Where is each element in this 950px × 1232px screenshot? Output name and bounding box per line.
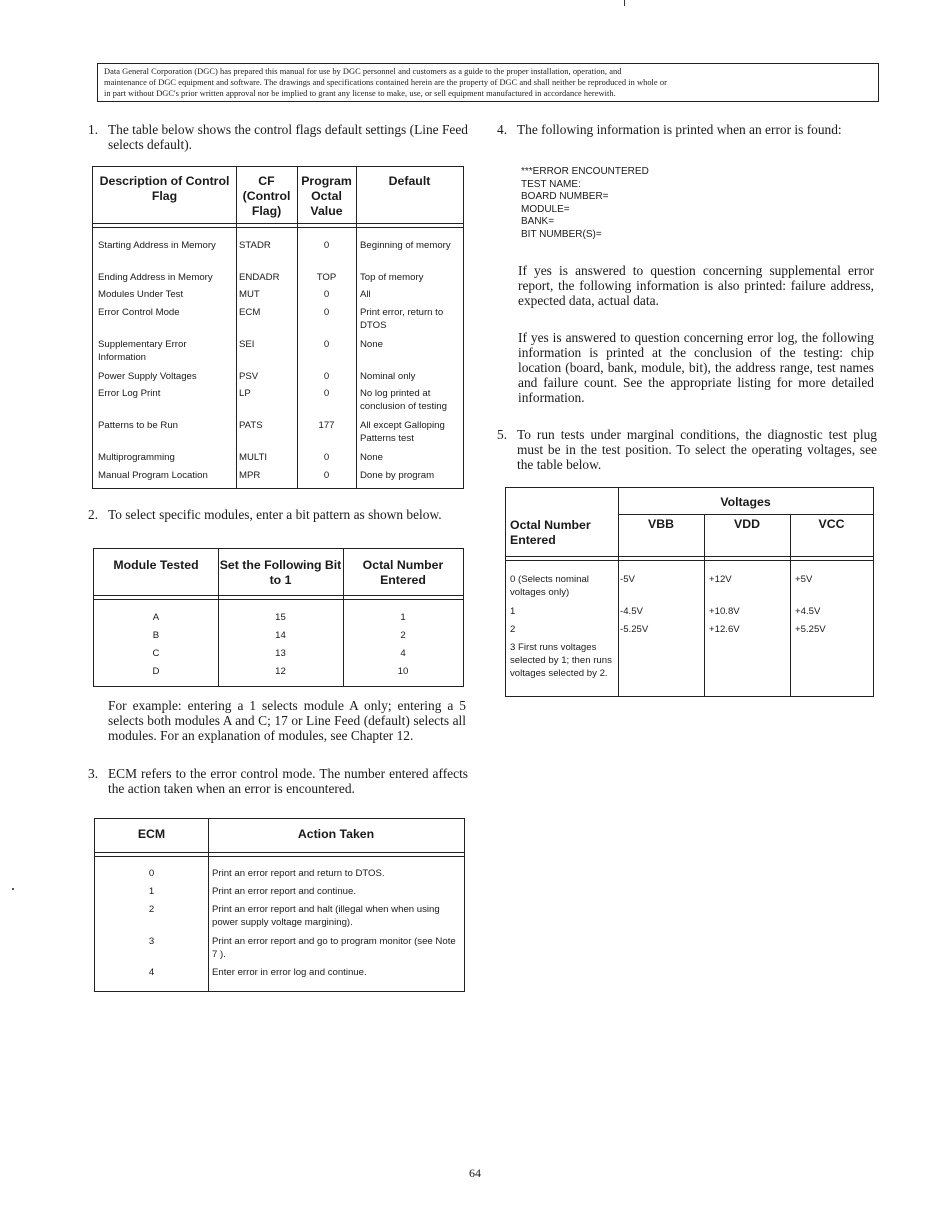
- top-margin-mark: [624, 0, 625, 6]
- error-block-line: BOARD NUMBER=: [521, 191, 609, 202]
- flags-header-default: Default: [388, 174, 431, 188]
- flags-row-default: Beginning of memory: [360, 240, 451, 251]
- flags-header-description: Description of Control Flag: [99, 174, 230, 203]
- right-column: [497, 122, 877, 137]
- flags-row-cf: MUT: [239, 289, 260, 300]
- ecm-row-code: 0: [148, 868, 155, 879]
- ecm-row-code: 4: [148, 967, 155, 978]
- example-paragraph: For example: entering a 1 selects module A only; entering a 5 selects both modules A and C; 17 or Line Feed (default) selects all modules. For an explanation of modules, see Chapter 12.: [108, 698, 466, 743]
- voltages-row-octal: 1: [510, 606, 516, 617]
- right-column-2: [497, 427, 877, 472]
- error-block-line: ***ERROR ENCOUNTERED: [521, 166, 649, 177]
- flags-row-default: No log printed at conclusion of testing: [360, 388, 447, 412]
- item-3-text: ECM refers to the error control mode. The number entered affects the action taken when an error is encountered.: [108, 766, 468, 796]
- voltages-row-vcc: +5V: [795, 574, 813, 585]
- flags-row-cf: SEI: [239, 339, 255, 350]
- flags-row-octal: 0: [323, 470, 330, 481]
- modules-row-bit: 14: [275, 630, 286, 641]
- voltages-row-vcc: +5.25V: [795, 624, 826, 635]
- ecm-row-code: 1: [148, 886, 155, 897]
- voltages-row-octal: 2: [510, 624, 516, 635]
- notice-line-2: maintenance of DGC equipment and software. The drawings and specifications contained herein are the property of DGC and shall neither be reproduced in whole or: [104, 78, 667, 87]
- flags-row-cf: PSV: [239, 371, 259, 382]
- ecm-table: [94, 818, 465, 992]
- flags-row-cf: MPR: [239, 470, 261, 481]
- item-1-number: 1.: [88, 122, 99, 137]
- notice-line-1: Data General Corporation (DGC) has prepared this manual for use by DGC personnel and customers as a guide to the proper installation, operation, and: [104, 67, 622, 76]
- flags-row-octal: 0: [323, 240, 330, 251]
- left-column-2: [88, 507, 468, 522]
- item-4-text: The following information is printed when an error is found:: [517, 122, 842, 137]
- ecm-row-code: 3: [148, 936, 155, 947]
- error-log-paragraph: If yes is answered to question concerning error log, the following information is printed at the conclusion of the testing: chip location (board, bank, module, bit), the address range, test names and failure count. See the appropriate listing for more detailed information.: [518, 330, 874, 405]
- item-5-number: 5.: [497, 427, 508, 442]
- supplemental-paragraph: If yes is answered to question concerning supplemental error report, the following information is also printed: failure address, expected data, actual data.: [518, 263, 874, 308]
- voltages-row-octal: 3 First runs voltages selected by 1; then runs voltages selected by 2.: [510, 642, 612, 679]
- flags-row-octal: 0: [323, 289, 330, 300]
- flags-row-default: None: [360, 339, 383, 350]
- voltages-row-vdd: +12.6V: [709, 624, 740, 635]
- modules-row-bit: 15: [275, 612, 286, 623]
- flags-row-cf: STADR: [239, 240, 271, 251]
- flags-row-cf: ENDADR: [239, 272, 280, 283]
- flags-row-octal: 177: [318, 420, 335, 431]
- error-block-line: MODULE=: [521, 203, 570, 215]
- flags-row-default: Done by program: [360, 470, 435, 481]
- voltages-row-vdd: +12V: [709, 574, 732, 585]
- page-number: 64: [469, 1166, 481, 1180]
- flags-row-default: All except Galloping Patterns test: [360, 420, 445, 444]
- modules-row-octal: 10: [397, 666, 409, 677]
- voltages-table: [505, 487, 874, 697]
- proprietary-notice: [97, 63, 879, 102]
- flags-row-description: Starting Address in Memory: [98, 240, 216, 251]
- item-1: [88, 122, 468, 152]
- error-report-block: [521, 166, 821, 241]
- flags-header-octal: Program Octal Value: [301, 174, 352, 218]
- item-2-number: 2.: [88, 507, 99, 522]
- voltages-row-vcc: +4.5V: [795, 606, 821, 617]
- item-4-number: 4.: [497, 122, 508, 137]
- ecm-row-action: Print an error report and continue.: [212, 886, 356, 897]
- flags-row-octal: 0: [323, 371, 330, 382]
- item-5-text: To run tests under marginal conditions, the diagnostic test plug must be in the test position. To select the operating voltages, see the table below.: [517, 427, 877, 472]
- flags-row-cf: LP: [239, 388, 251, 399]
- flags-row-octal: 0: [323, 339, 330, 350]
- modules-row-bit: 13: [275, 648, 286, 659]
- flags-row-cf: MULTI: [239, 452, 268, 463]
- voltages-row-vbb: -5.25V: [620, 624, 649, 635]
- voltages-header-vdd: VDD: [734, 517, 760, 531]
- flags-row-cf: PATS: [239, 420, 263, 431]
- voltages-header-vbb: VBB: [648, 517, 674, 531]
- modules-header-module: Module Tested: [113, 558, 199, 572]
- ecm-row-action: Enter error in error log and continue.: [212, 967, 367, 978]
- modules-row-module: C: [152, 648, 160, 659]
- modules-row-module: A: [152, 612, 160, 623]
- flags-row-default: None: [360, 452, 383, 463]
- item-5: [497, 427, 877, 472]
- modules-row-module: D: [152, 666, 160, 677]
- item-2-text: To select specific modules, enter a bit pattern as shown below.: [108, 507, 442, 522]
- flags-row-description: Modules Under Test: [98, 289, 184, 300]
- item-1-text: The table below shows the control flags default settings (Line Feed selects default).: [108, 122, 468, 152]
- ecm-row-action: Print an error report and halt (illegal when when using power supply voltage margining).: [212, 904, 440, 928]
- flags-row-octal: TOP: [316, 272, 337, 283]
- left-column: [88, 122, 468, 152]
- modules-row-octal: 4: [400, 648, 406, 659]
- modules-row-module: B: [152, 630, 160, 641]
- flags-row-default: Nominal only: [360, 371, 416, 382]
- flags-row-default: All: [360, 289, 371, 300]
- ecm-row-code: 2: [148, 904, 155, 915]
- modules-row-octal: 1: [400, 612, 406, 623]
- item-4: [497, 122, 877, 137]
- voltages-header-vcc: VCC: [818, 517, 845, 531]
- voltages-row-vdd: +10.8V: [709, 606, 740, 617]
- ecm-header-ecm: ECM: [137, 827, 166, 841]
- flags-row-description: Power Supply Voltages: [98, 371, 197, 382]
- flags-row-description: Error Control Mode: [98, 307, 180, 318]
- ecm-header-action: Action Taken: [297, 827, 375, 841]
- flags-row-description: Manual Program Location: [98, 470, 208, 481]
- flags-row-description: Error Log Print: [98, 388, 161, 399]
- flags-row-default: Top of memory: [360, 272, 424, 283]
- item-3-number: 3.: [88, 766, 99, 781]
- flags-row-description: Multiprogramming: [98, 452, 175, 463]
- error-block-line: BIT NUMBER(S)=: [521, 228, 602, 240]
- voltages-row-octal: 0 (Selects nominal voltages only): [510, 574, 589, 598]
- left-column-3: [88, 766, 468, 796]
- flags-row-octal: 0: [323, 307, 330, 318]
- flags-row-octal: 0: [323, 388, 330, 399]
- flags-row-cf: ECM: [239, 307, 261, 318]
- scan-speck: [12, 888, 14, 890]
- flags-row-octal: 0: [323, 452, 330, 463]
- voltages-row-vbb: -4.5V: [620, 606, 643, 617]
- modules-row-bit: 12: [275, 666, 286, 677]
- voltages-header-octal: Octal Number Entered: [510, 518, 591, 547]
- notice-line-3: in part without DGC's prior written approval nor be implied to grant any license to make, use, or sell equipment manufactured in accordance herewith.: [104, 89, 616, 98]
- ecm-row-action: Print an error report and return to DTOS.: [212, 868, 385, 879]
- flags-row-description: Ending Address in Memory: [98, 272, 213, 283]
- item-3: [88, 766, 468, 796]
- flags-row-description: Patterns to be Run: [98, 420, 178, 431]
- item-2: [88, 507, 468, 522]
- ecm-row-action: Print an error report and go to program monitor (see Note 7 ).: [212, 936, 456, 960]
- error-block-line: TEST NAME:: [521, 178, 581, 190]
- modules-header-octal: Octal Number Entered: [362, 558, 444, 587]
- modules-header-bit: Set the Following Bit to 1: [219, 558, 342, 587]
- flags-row-default: Print error, return to DTOS: [360, 307, 444, 331]
- flags-header-cf: CF (Control Flag): [242, 174, 291, 218]
- control-flags-table: [92, 166, 464, 489]
- modules-table: [93, 548, 464, 687]
- flags-row-description: Supplementary Error Information: [98, 339, 187, 363]
- modules-row-octal: 2: [400, 630, 406, 641]
- error-block-line: BANK=: [521, 216, 555, 227]
- voltages-group-header: Voltages: [720, 495, 771, 509]
- voltages-row-vbb: -5V: [620, 574, 635, 585]
